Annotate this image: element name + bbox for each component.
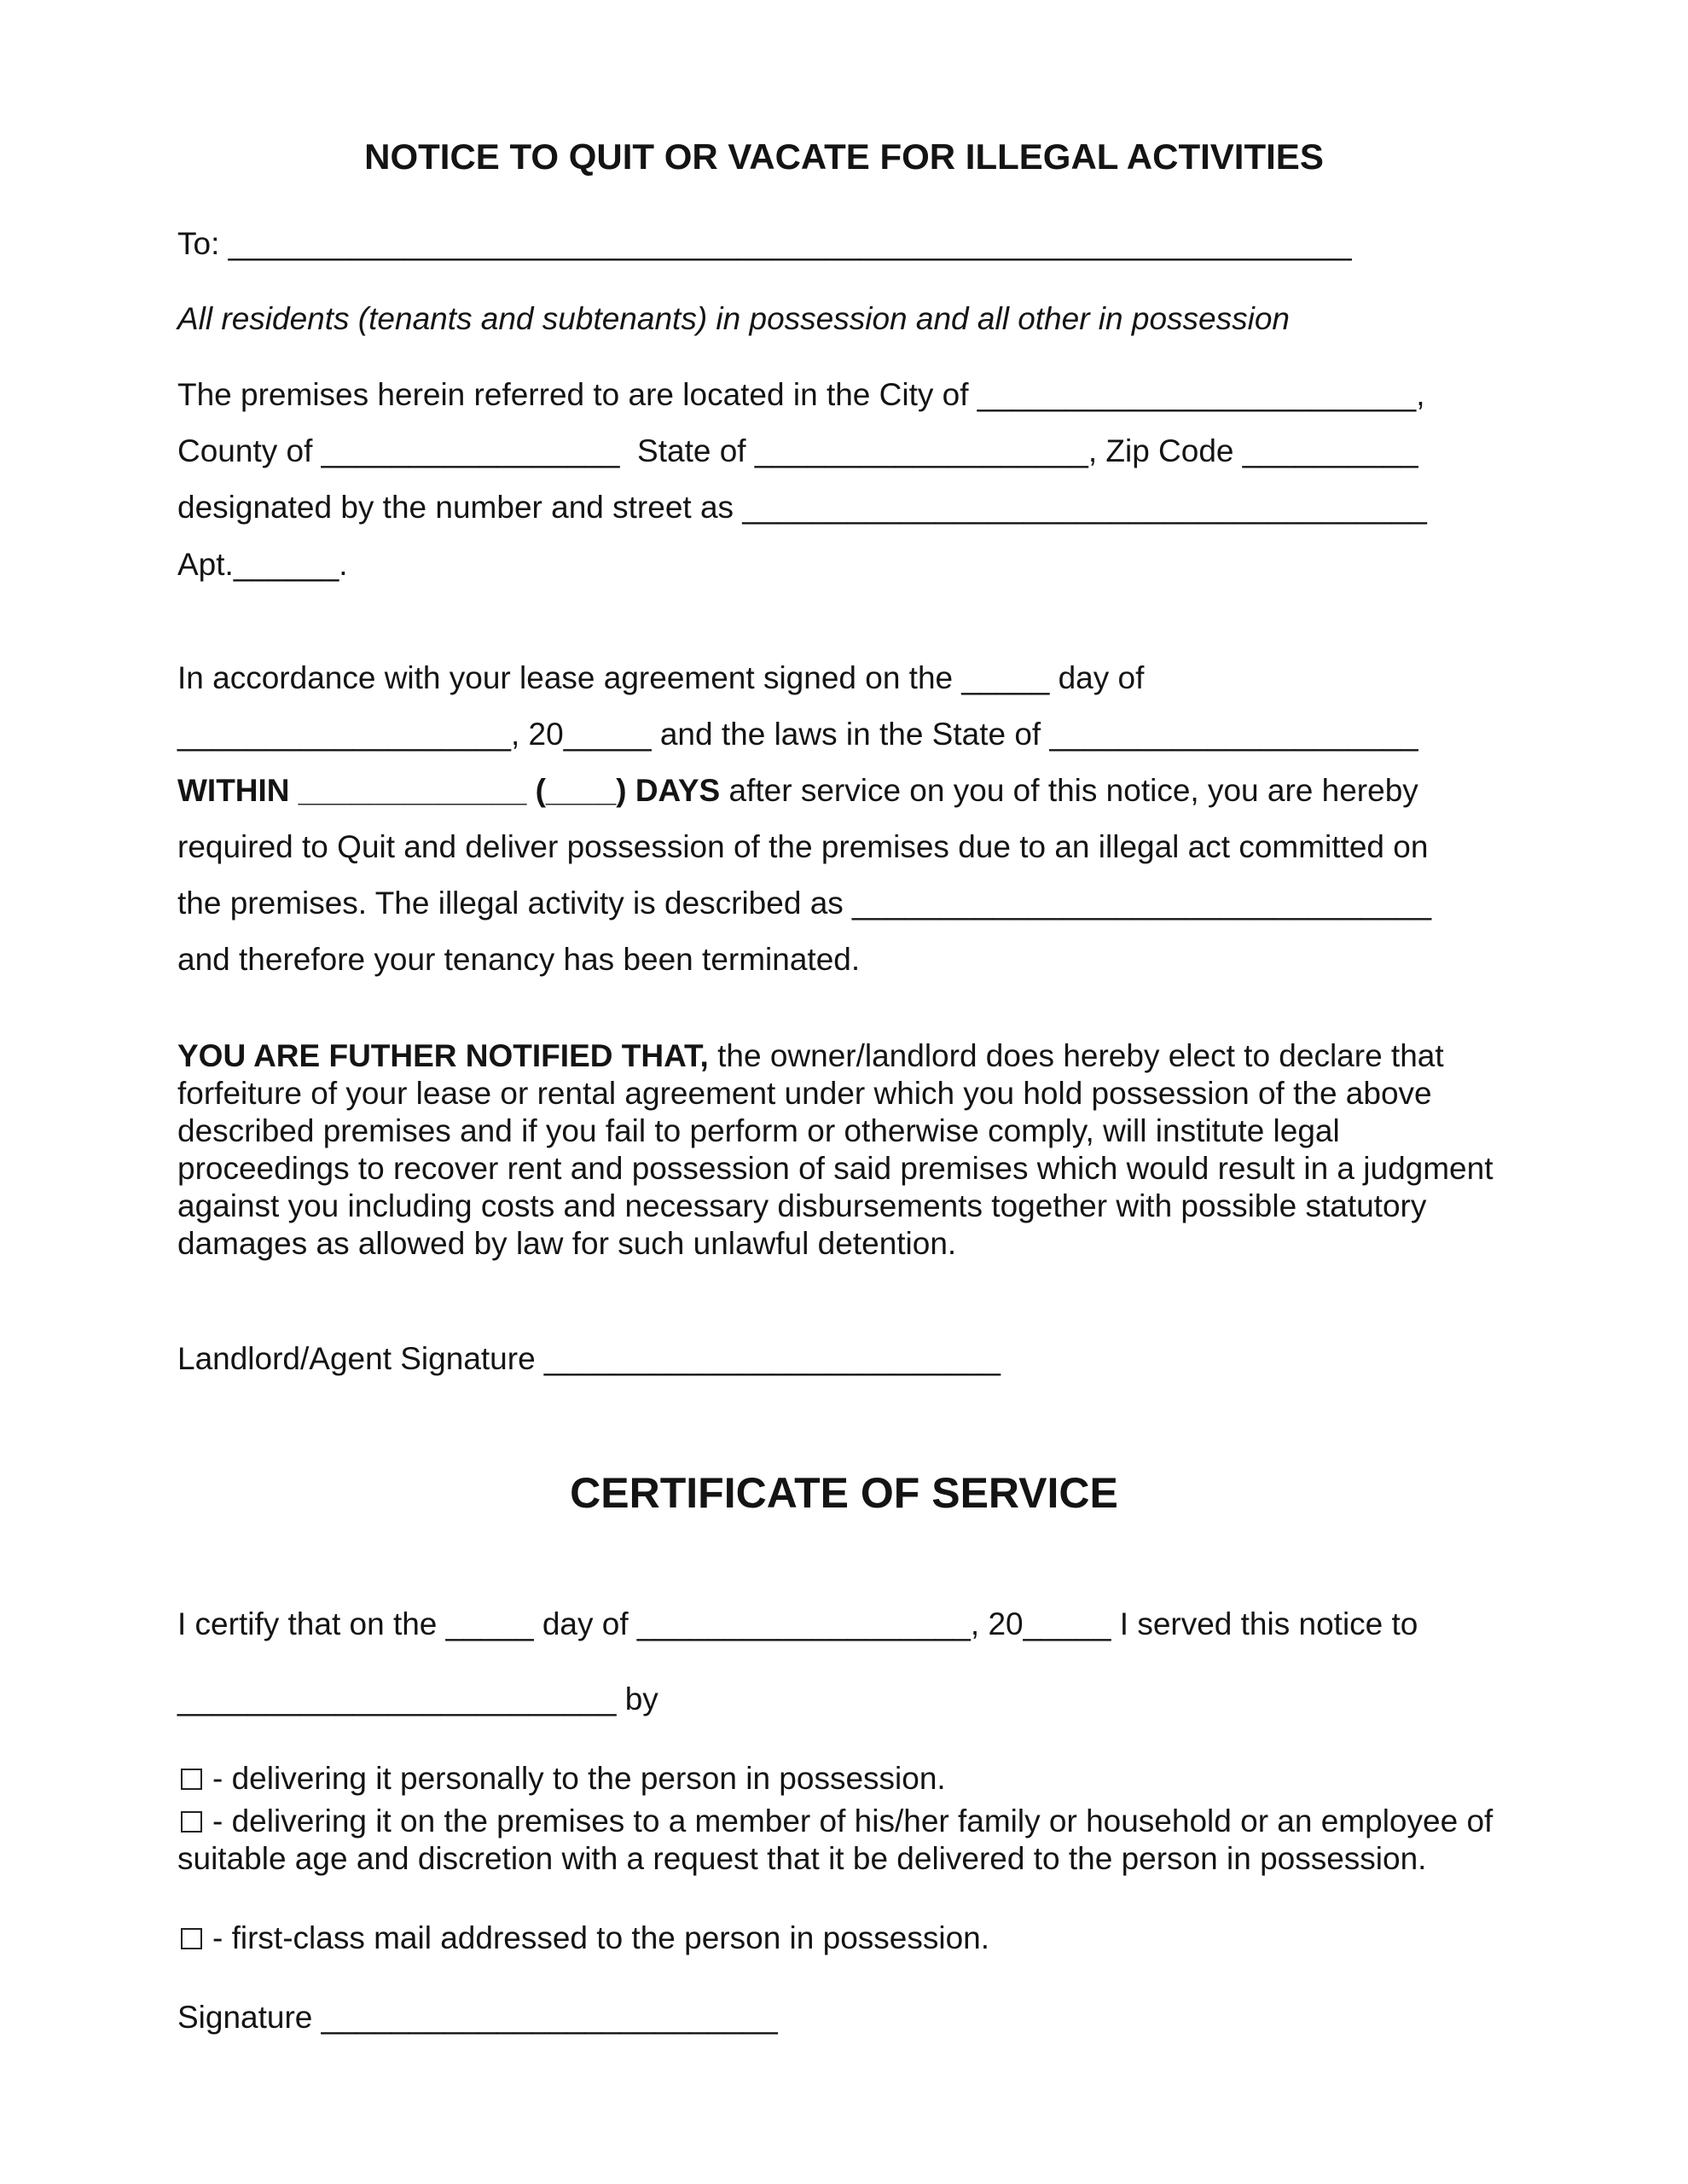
lease-year-state-line: ___________________, 20_____ and the laws in the State of _____________________ <box>177 717 1418 752</box>
lease-date-line: In accordance with your lease agreement signed on the _____ day of <box>177 660 1145 695</box>
premises-county-line: County of _________________ State of ___________________, Zip Code __________ <box>177 433 1418 468</box>
certificate-signature-line: Signature __________________________ <box>177 2000 778 2035</box>
within-days-bold: WITHIN _____________ (____) DAYS <box>177 773 721 808</box>
service-option-personal <box>177 1760 1517 1798</box>
illegal-activity-line: the premises. The illegal activity is described as _________________________________ <box>177 886 1432 921</box>
quit-requirement-line: required to Quit and deliver possession of the premises due to an illegal act committed on <box>177 829 1429 864</box>
certificate-title: CERTIFICATE OF SERVICE <box>570 1469 1118 1517</box>
checkbox-mail[interactable] <box>181 1928 202 1949</box>
service-option-personal-text: - delivering it personally to the person in possession. <box>212 1761 946 1796</box>
checkbox-premises[interactable] <box>181 1811 202 1833</box>
notice-title: NOTICE TO QUIT OR VACATE FOR ILLEGAL ACTIVITIES <box>364 136 1324 177</box>
service-option-mail-text: - first-class mail addressed to the person in possession. <box>212 1920 990 1955</box>
premises-apt-line: Apt.______. <box>177 547 348 582</box>
premises-street-line: designated by the number and street as _______________________________________ <box>177 490 1427 525</box>
certify-line: I certify that on the _____ day of ___________________, 20_____ I served this notice to <box>177 1606 1418 1641</box>
further-notice-text: the owner/landlord does hereby elect to declare that forfeiture of your lease or rental agreement under which you hold possession of the above described premises and if you fail to perform or otherwise comply, will institute legal proceedings to recover rent and possession of said premises which would result in a judgment against you including costs and necessary disbursements together with possible statutory damages as allowed by law for such unlawful detention. <box>177 1038 1494 1261</box>
service-option-premises <box>177 1803 1517 1878</box>
further-notice-paragraph <box>177 1037 1517 1263</box>
residents-note: All residents (tenants and subtenants) in possession and all other in possession <box>177 301 1290 336</box>
premises-city-line: The premises herein referred to are located in the City of _________________________, <box>177 377 1425 412</box>
to-line: To: ________________________________________________________________ <box>177 226 1352 261</box>
within-days-text: after service on you of this notice, you are hereby <box>720 773 1418 808</box>
service-option-premises-text: - delivering it on the premises to a member of his/her family or household or an employee of suitable age and discretion with a request that it be delivered to the person in possession. <box>177 1804 1494 1876</box>
service-option-mail <box>177 1920 1517 1957</box>
served-by-line: _________________________ by <box>177 1682 658 1716</box>
landlord-signature-line: Landlord/Agent Signature __________________________ <box>177 1341 1001 1376</box>
within-days-line <box>177 772 1418 810</box>
further-notice-heading: YOU ARE FUTHER NOTIFIED THAT, <box>177 1038 709 1073</box>
tenancy-terminated-line: and therefore your tenancy has been terminated. <box>177 942 861 977</box>
checkbox-personal[interactable] <box>181 1769 202 1790</box>
